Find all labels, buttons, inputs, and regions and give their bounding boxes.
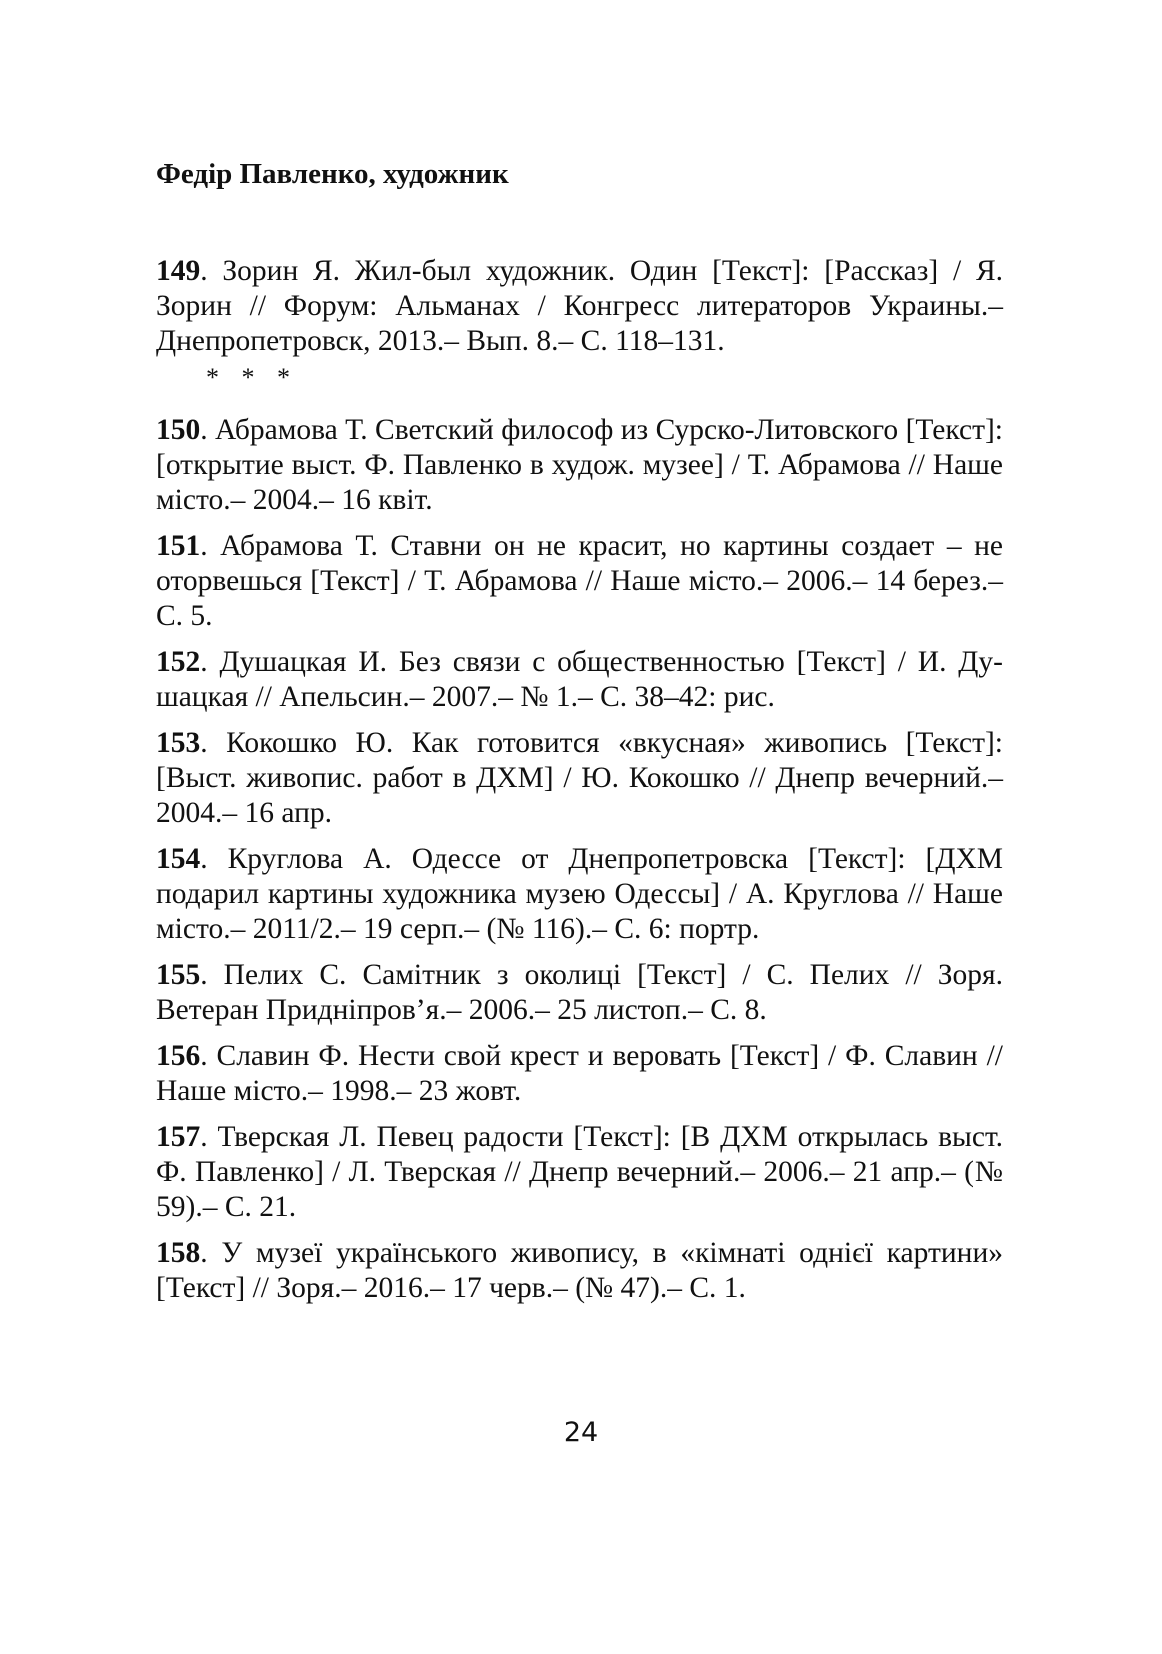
section-separator: * * * xyxy=(206,363,298,392)
entry-text: . Тверская Л. Певец радости [Текст]: [В ДХМ открылась выст. Ф. Павленко] / Л. Тверская // Днепр вечерний.– 2006.– 21 апр.– (№ 59).– С. 21. xyxy=(156,1121,1003,1223)
entry-text: . Пелих С. Самітник з околиці [Текст] / С. Пелих // Зоря. Ветеран Придніпров’я.– 2006.– 25 листоп.– С. 8. xyxy=(156,959,1003,1026)
bibliography-entry xyxy=(156,1120,1003,1225)
entry-number: 151 xyxy=(156,530,201,562)
entry-number: 154 xyxy=(156,843,201,875)
bibliography-entry xyxy=(156,645,1003,715)
bibliography-entry xyxy=(156,842,1003,947)
page-number: 24 xyxy=(563,1417,599,1448)
entry-text: . У музеї українського живопису, в «кімнаті однієї картини» [Текст] // Зоря.– 2016.– 17 черв.– (№ 47).– С. 1. xyxy=(156,1237,1003,1304)
entry-text: . Круглова А. Одессе от Днепропетровска [Текст]: [ДХМ подарил картины художника музею Одессы] / А. Круглова // Наше місто.– 2011/2.– 19 серп.– (№ 116).– С. 6: портр. xyxy=(156,843,1003,945)
bibliography-entry xyxy=(156,413,1003,518)
entry-number: 150 xyxy=(156,414,201,446)
entry-number: 158 xyxy=(156,1237,201,1269)
bibliography-list xyxy=(156,254,1003,1317)
entry-text: . Кокошко Ю. Как готовится «вкусная» живопись [Текст]: [Выст. живопис. работ в ДХМ] / Ю. Кокошко // Днепр вечерний.– 2004.– 16 апр. xyxy=(156,727,1003,829)
entry-number: 149 xyxy=(156,255,201,287)
bibliography-entry xyxy=(156,529,1003,634)
bibliography-entry xyxy=(156,1236,1003,1306)
entry-number: 152 xyxy=(156,646,201,678)
entry-number: 153 xyxy=(156,727,201,759)
entry-number: 157 xyxy=(156,1121,201,1153)
bibliography-entry xyxy=(156,1039,1003,1109)
entry-text: . Славин Ф. Нести свой крест и веровать [Текст] / Ф. Славин // Наше місто.– 1998.– 23 жовт. xyxy=(156,1040,1003,1107)
entry-text: . Зорин Я. Жил-был художник. Один [Текст]: [Рассказ] / Я. Зорин // Форум: Альманах / Конгресс литераторов Украины.– Днепропетровск, 2013.– Вып. 8.– С. 118–131. xyxy=(156,255,1003,357)
bibliography-entry xyxy=(156,958,1003,1028)
bibliography-entry xyxy=(156,254,1003,359)
entry-number: 156 xyxy=(156,1040,201,1072)
bibliography-entry xyxy=(156,726,1003,831)
entry-text: . Абрамова Т. Светский философ из Сурско-Литовского [Текст]: [открытие выст. Ф. Павленко в худож. музее] / Т. Абрамова // Наше місто.– 2004.– 16 квіт. xyxy=(156,414,1003,516)
entry-text: . Абрамова Т. Ставни он не красит, но картины создает – не оторвешься [Текст] / Т. Абрамова // Наше місто.– 2006.– 14 берез.– С. 5. xyxy=(156,530,1003,632)
section-heading: Федір Павленко, художник xyxy=(156,158,509,190)
entry-number: 155 xyxy=(156,959,201,991)
entry-text: . Душацкая И. Без связи с общественностью [Текст] / И. Душацкая // Апельсин.– 2007.– № 1.– С. 38–42: рис. xyxy=(156,646,1003,713)
